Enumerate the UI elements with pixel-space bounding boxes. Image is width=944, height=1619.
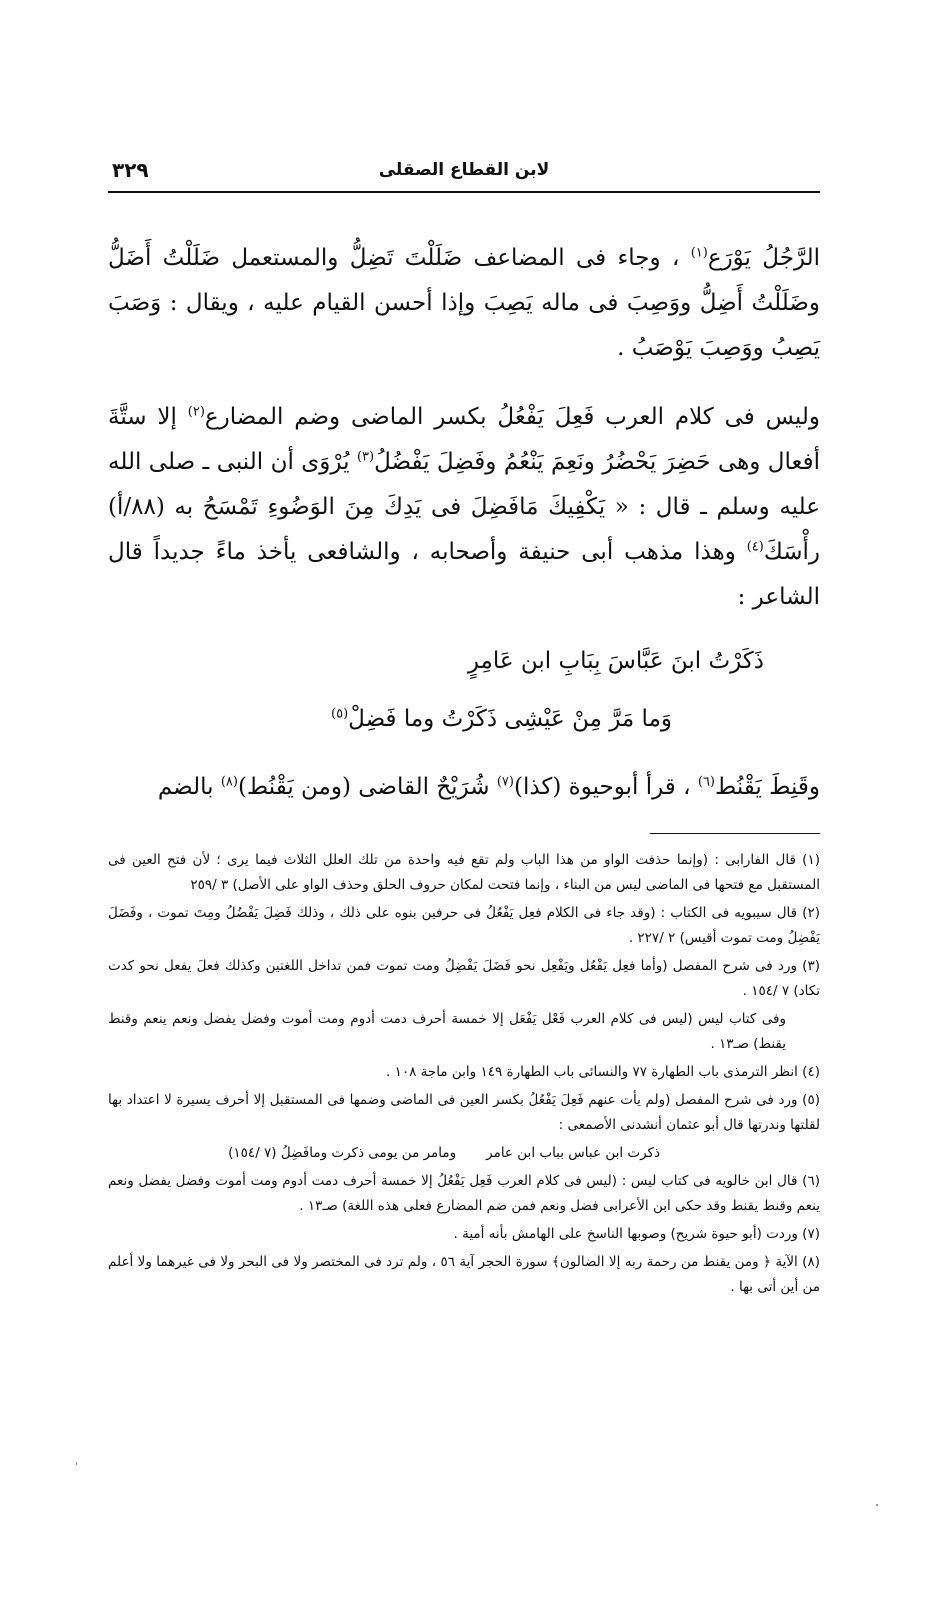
footnote-5-verse-a: ذكرت ابن عباس بباب ابن عامر [486, 1145, 660, 1161]
footnote-3-continued: وفى كتاب ليس (ليس فى كلام العرب فَعْل يَفْعَل إلا خمسة أحرف دمت أدوم ومت أموت وفضل يفضل ونعم ينعم وقنط يقنط) صـ١٣ . [108, 1011, 786, 1052]
footnote-ref-6: (٦) [697, 774, 715, 790]
footnote-ref-7: (٧) [496, 774, 514, 790]
footnote-ref-1: (١) [690, 245, 708, 261]
footnotes [108, 848, 820, 1303]
paragraph-2-text-b: إلا ستَّةَ أفعال وهى حَضِرَ يَحْضُرُ ونَعِمَ يَنْعُمُ وفَضِلَ يَفْضُلُ [108, 404, 820, 475]
footnote-4: (٤) انظر الترمذى باب الطهارة ٧٧ والنسائى باب الطهارة ١٤٩ وابن ماجة ١٠٨ . [385, 1064, 820, 1080]
scan-speck [876, 1504, 878, 1506]
verse-line-2-text: وَما مَرَّ مِنْ عَيْشِى ذَكَرْتُ وما فَضِلْ [348, 706, 672, 732]
footnote-ref-2: (٢) [187, 404, 205, 420]
footnote-separator [650, 833, 820, 834]
footnote-5-verse [108, 1141, 820, 1166]
footnote-3: (٣) ورد فى شرح المفصل (وأما فعِل يَفْعُل ويَفْعِل نحو فَضَلَ يَفْضِلُ ومت تموت فمن تداخل اللغتين وكذلك فعلَ يفعل نحو كدت تكاد) ٧ /١٥٤ . [108, 958, 820, 999]
page-number: ٣٢٩ [112, 158, 149, 182]
verse-line-2 [331, 699, 672, 739]
footnote-5: (٥) ورد فى شرح المفصل (ولم يأت عنهم فَعِلَ يَفْعُلُ بكسر العين فى الماضى وضمها فى المستقبل إلا أحرف يسيرة لا اعتداد بها لقلتها وندرتها قال أبو عثمان أنشدنى الأصمعى : [108, 1092, 820, 1133]
footnote-5-verse-b: ومامر من يومى ذكرت ومافَضِلُ (٧ /١٥٤) [228, 1145, 457, 1161]
paragraph-1-text-a: الرَّجُلُ يَوْرَع [707, 245, 821, 271]
footnote-ref-8: (٨) [220, 774, 238, 790]
running-title: لابن القطاع الصقلى [378, 160, 550, 180]
footnote-ref-4: (٤) [746, 539, 764, 555]
paragraph-3-text-b: ، قرأ أبوحيوة (كذا) [513, 774, 698, 800]
paragraph-3-text-d: بالضم [157, 774, 221, 800]
paragraph-3-text-c: شُرَيْحٌ القاضى (ومن يَقْنُط) [237, 774, 497, 800]
footnote-ref-5: (٥) [331, 706, 349, 722]
verse-line-1: ذَكَرْتُ ابنَ عَبَّاسَ بِبَابِ ابن عَامِرٍ [467, 648, 764, 674]
paragraph-3-text-a: وقَنِطَ يَقْنُط [715, 774, 820, 800]
scan-speck [76, 1462, 77, 1465]
footnote-2: (٢) قال سيبويه فى الكتاب : (وقد جاء فى الكلام فعِل يَفْعُلُ فى حرفين بنوه على ذلك ، وذلك فَضِلَ يَفْضُلُ ومِتَ تموت ، وفَضَلَ يَفْضِلُ ومت تموت أقيس) ٢ /٢٢٧ . [108, 905, 820, 946]
paragraph-2-text-d: وهذا مذهب أبى حنيفة وأصحابه ، والشافعى يأخذ ماءً جديداً قال الشاعر : [108, 539, 820, 610]
paragraph-2 [108, 395, 820, 620]
running-header [108, 158, 820, 192]
paragraph-3 [108, 765, 820, 809]
footnote-7: (٧) وردت (أبو حيوة شريح) وصوبها الناسخ على الهامش بأنه أمية . [453, 1226, 820, 1242]
paragraph-1 [108, 236, 820, 371]
header-rule [108, 191, 820, 193]
footnote-8: (٨) الآية ﴿ ومن يقنط من رحمة ربه إلا الضالون﴾ سورة الحجر آية ٥٦ ، ولم ترد فى المختصر ولا فى البحر ولا فى غيرهما ولا أعلم من أين أتى بها . [108, 1254, 820, 1295]
footnote-6: (٦) قال ابن خالويه فى كتاب ليس : (ليس فى كلام العرب فَعِل يَفْعُلُ إلا خمسة أحرف دمت أدوم ومت أموت وفضل يفضل ونعم ينعم وقنط يقنط وقد حكى ابن الأعرابى فضل ونعم فمن ضم المضارع فعلى هذه اللغة) صـ١٣ . [108, 1173, 820, 1214]
paragraph-1-text-b: ، وجاء فى المضاعف ضَلَلْتَ تَضِلُّ والمستعمل ضَلَلْتُ أَضَلُّ وضَلَلْتُ أَضِلُّ ووَصِبَ فى ماله يَصِبَ وإذا أحسن القيام عليه ، ويقال : وَصَبَ يَصِبُ ووَصِبَ يَوْصَبُ . [108, 245, 820, 361]
footnote-ref-3: (٣) [356, 449, 375, 465]
paragraph-2-text-a: وليس فى كلام العرب فَعِلَ يَفْعُلُ بكسر الماضى وضم المضارع [204, 404, 820, 430]
paragraph-2-text-c: يُرْوَى أن النبى ـ صلى الله عليه وسلم ـ قال : « يَكْفِيكَ مَافَضِلَ فى يَدِكَ مِنَ الوَضُوءِ تَمْسَحُ به (٨٨/أ) رأْسَكَ [108, 449, 820, 565]
footnote-1: (١) قال الفارابى : (وإنما حذفت الواو من هذا الباب ولم تقع فيه واحدة من تلك العلل الثلاث فيما يرى ؛ لأن فتح العين فى المستقبل مع فتحها فى الماضى ليس من البناء ، وإنما فتحت لمكان حروف الحلق وحذف الواو على الأصل) ٣ /٢٥٩ [108, 852, 820, 893]
